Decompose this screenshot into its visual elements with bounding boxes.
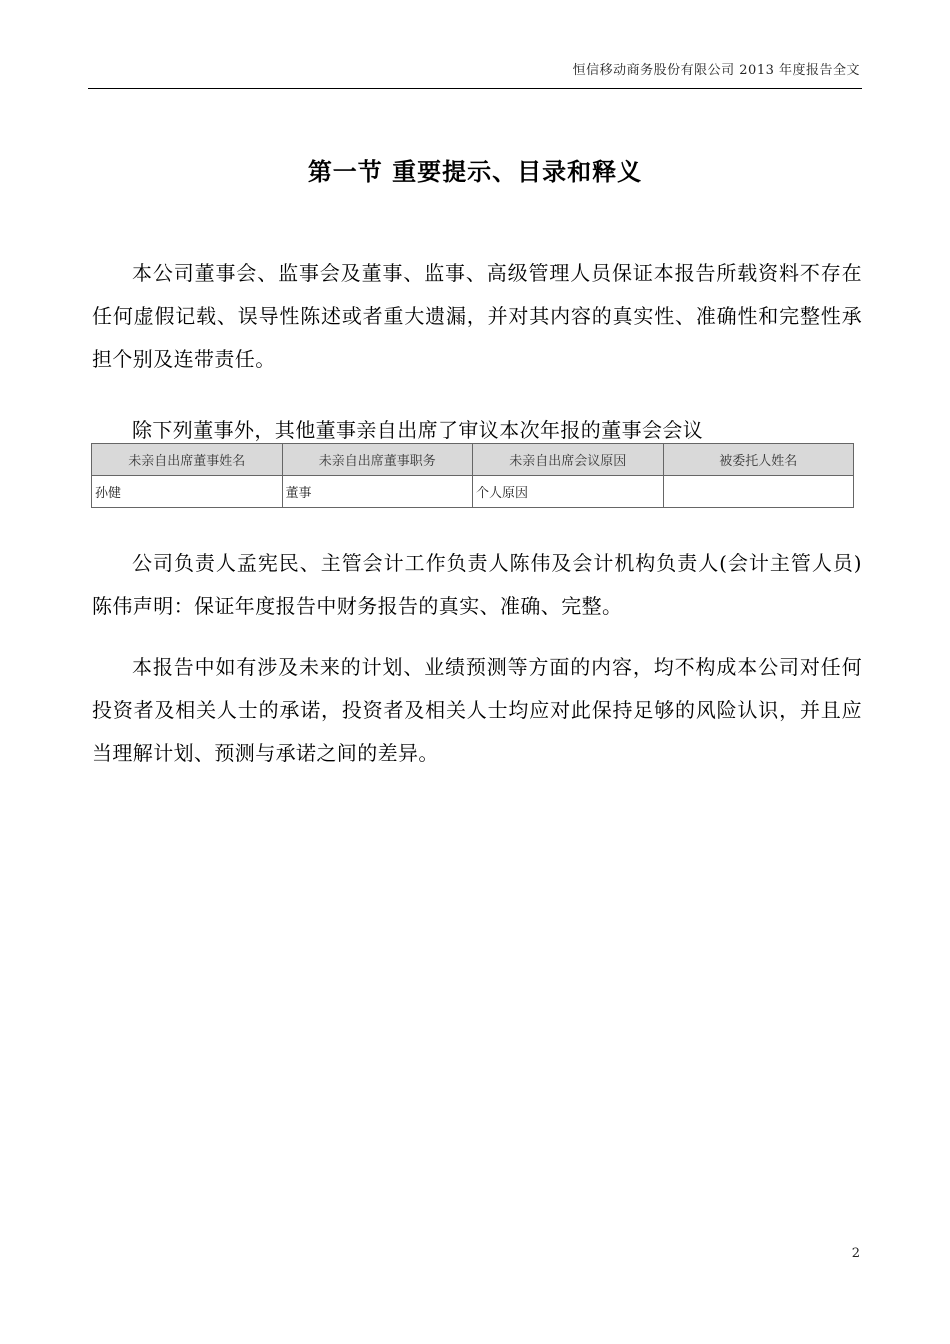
attendance-paragraph: 除下列董事外，其他董事亲自出席了审议本次年报的董事会会议 <box>132 418 704 442</box>
column-header-absence-reason: 未亲自出席会议原因 <box>473 444 664 476</box>
table-header-row <box>92 444 854 476</box>
header-divider <box>88 88 862 89</box>
cell-proxy-name <box>663 476 854 508</box>
absent-directors-table <box>91 443 854 508</box>
column-header-director-title: 未亲自出席董事职务 <box>282 444 473 476</box>
column-header-director-name: 未亲自出席董事姓名 <box>92 444 283 476</box>
table-row <box>92 476 854 508</box>
section-title: 第一节 重要提示、目录和释义 <box>307 157 643 186</box>
running-header: 恒信移动商务股份有限公司 2013 年度报告全文 <box>572 63 860 78</box>
column-header-proxy-name: 被委托人姓名 <box>663 444 854 476</box>
cell-absence-reason: 个人原因 <box>473 476 664 508</box>
cell-director-title: 董事 <box>282 476 473 508</box>
forward-looking-paragraph: 本报告中如有涉及未来的计划、业绩预测等方面的内容，均不构成本公司对任何投资者及相关人士的承诺，投资者及相关人士均应对此保持足够的风险认识，并且应当理解计划、预测与承诺之间的差异。 <box>92 655 862 765</box>
responsible-persons-paragraph: 公司负责人孟宪民、主管会计工作负责人陈伟及会计机构负责人(会计主管人员)陈伟声明：保证年度报告中财务报告的真实、准确、完整。 <box>92 551 862 618</box>
guarantee-paragraph: 本公司董事会、监事会及董事、监事、高级管理人员保证本报告所载资料不存在任何虚假记载、误导性陈述或者重大遗漏，并对其内容的真实性、准确性和完整性承担个别及连带责任。 <box>92 261 862 371</box>
page-number: 2 <box>851 1246 860 1261</box>
cell-director-name: 孙健 <box>92 476 283 508</box>
